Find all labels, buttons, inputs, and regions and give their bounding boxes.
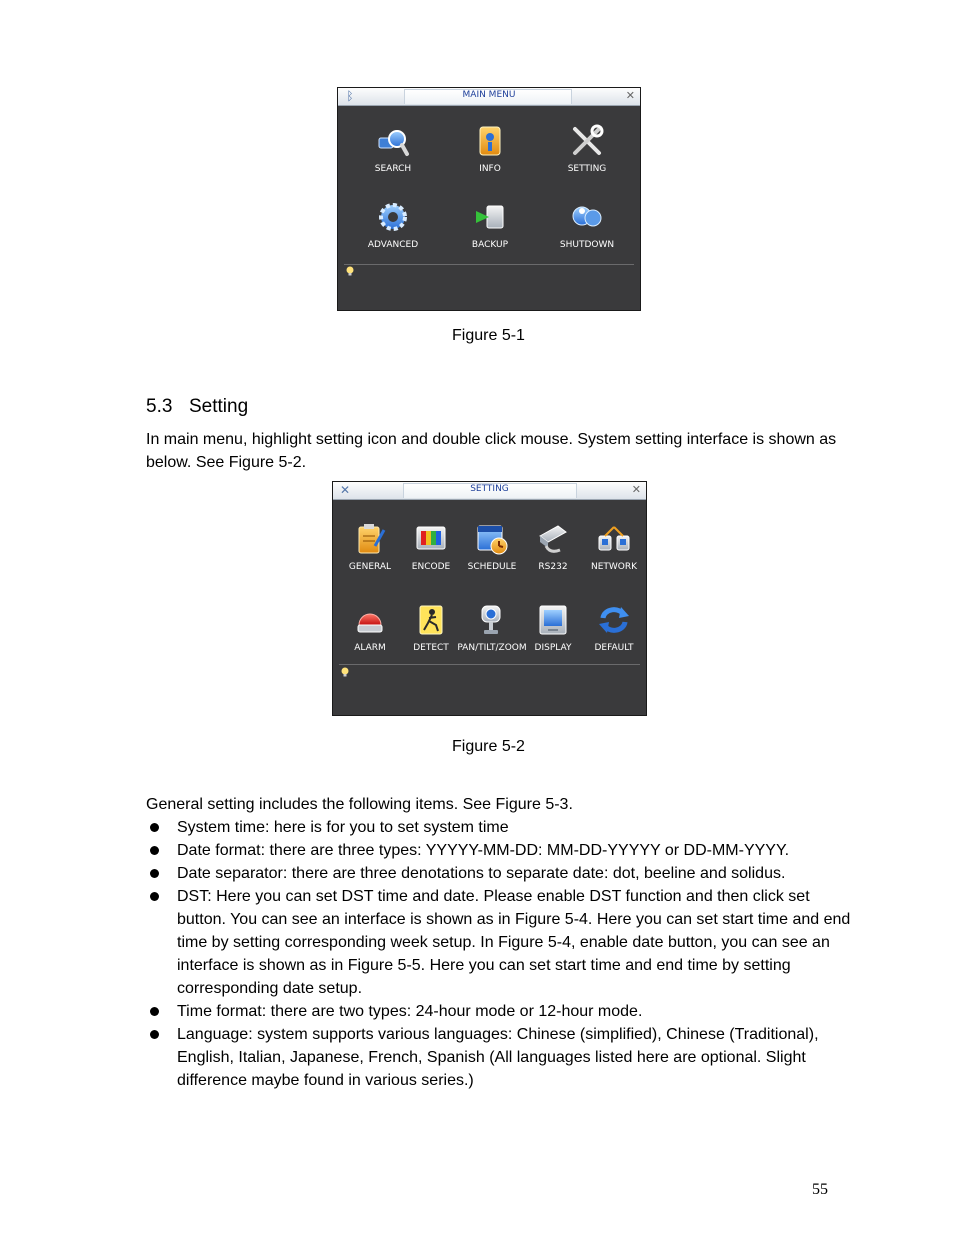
bullet-icon — [150, 823, 159, 832]
monitor-icon — [414, 522, 448, 556]
menu-item-label: BACKUP — [471, 240, 509, 250]
bullet-icon — [150, 1007, 159, 1016]
menu-item-setting[interactable] — [542, 124, 632, 174]
main-menu-title: MAIN MENU — [462, 90, 516, 100]
menu-item-label: SEARCH — [374, 164, 412, 174]
list-item: Time format: there are two types: 24-hour mode or 12-hour mode. — [146, 1000, 851, 1023]
menu-item-label: INFO — [479, 164, 501, 174]
menu-item-info[interactable] — [445, 124, 535, 174]
setting-item-label: NETWORK — [590, 562, 638, 572]
bullet-icon — [150, 1030, 159, 1039]
lightbulb-icon — [340, 667, 350, 677]
section-heading — [146, 396, 248, 418]
shutdown-icon — [570, 200, 604, 234]
backup-icon — [473, 200, 507, 234]
search-icon — [376, 124, 410, 158]
menu-item-backup[interactable] — [445, 200, 535, 250]
menu-item-label: ADVANCED — [367, 240, 419, 250]
setting-titlebar — [333, 482, 646, 500]
calendar-clock-icon — [475, 522, 509, 556]
setting-item-label: GENERAL — [348, 562, 392, 572]
divider — [339, 664, 640, 665]
info-icon — [473, 124, 507, 158]
list-item: Date separator: there are three denotations to separate date: dot, beeline and solidus. — [146, 862, 851, 885]
menu-item-shutdown[interactable] — [542, 200, 632, 250]
list-item: Language: system supports various languages: Chinese (simplified), Chinese (Traditional), English, Italian, Japanese, French, Spanish (All languages listed here are optional. Slight difference maybe found in various series.) — [146, 1023, 851, 1092]
ptz-camera-icon — [475, 603, 509, 637]
serial-port-icon — [536, 522, 570, 556]
tools-icon: ✕ — [339, 483, 351, 497]
close-icon[interactable]: ✕ — [631, 484, 641, 496]
close-icon[interactable]: ✕ — [625, 90, 635, 102]
setting-title: SETTING — [470, 484, 509, 494]
lightbulb-icon — [345, 266, 355, 276]
motion-detect-icon — [414, 603, 448, 637]
logo-icon: ᛒ — [346, 89, 354, 103]
setting-item-label: ENCODE — [411, 562, 451, 572]
menu-item-label: SHUTDOWN — [559, 240, 615, 250]
figure-caption-5-2: Figure 5-2 — [452, 738, 525, 755]
divider — [344, 264, 634, 265]
setting-item-label: DETECT — [413, 643, 449, 653]
clipboard-icon — [353, 522, 387, 556]
general-bullet-list — [146, 816, 851, 1092]
list-item: System time: here is for you to set system time — [146, 816, 851, 839]
list-item: DST: Here you can set DST time and date. Please enable DST function and then click set button. You can see an interface is shown as in Figure 5-4. Here you can set start time and end time by setting corresponding week setup. In Figure 5-4, enable date button, you can see an interface is shown as in Figure 5-5. Here you can set start time and end time by setting corresponding date setup. — [146, 885, 851, 1000]
alarm-light-icon — [353, 603, 387, 637]
list-item: Date format: there are three types: YYYYY-MM-DD: MM-DD-YYYYY or DD-MM-YYYY. — [146, 839, 851, 862]
figure-caption-5-1: Figure 5-1 — [452, 327, 525, 344]
section-intro: In main menu, highlight setting icon and double click mouse. System setting interface is shown as below. See Figure 5-2. — [146, 431, 837, 471]
display-icon — [536, 603, 570, 637]
setting-item-label: DEFAULT — [594, 643, 634, 653]
setting-window — [332, 481, 647, 716]
setting-item-label: ALARM — [354, 643, 386, 653]
section-number: 5.3 — [146, 396, 173, 417]
network-icon — [597, 522, 631, 556]
setting-item-label: SCHEDULE — [467, 562, 517, 572]
gear-icon — [376, 200, 410, 234]
main-menu-titlebar — [338, 88, 640, 106]
setting-item-label: DISPLAY — [534, 643, 572, 653]
bullet-icon — [150, 846, 159, 855]
menu-item-label: SETTING — [567, 164, 607, 174]
menu-item-search[interactable] — [348, 124, 438, 174]
bullet-icon — [150, 869, 159, 878]
menu-item-advanced[interactable] — [348, 200, 438, 250]
setting-item-network[interactable] — [569, 522, 647, 572]
refresh-icon — [597, 603, 631, 637]
setting-item-label: PAN/TILT/ZOOM — [457, 643, 527, 653]
page-number: 55 — [812, 1181, 828, 1198]
tools-icon — [570, 124, 604, 158]
section-title: Setting — [189, 396, 249, 417]
bullet-icon — [150, 892, 159, 901]
general-intro: General setting includes the following items. See Figure 5-3. — [146, 796, 573, 813]
main-menu-window — [337, 87, 641, 311]
setting-item-default[interactable] — [569, 603, 647, 653]
setting-item-label: RS232 — [538, 562, 568, 572]
